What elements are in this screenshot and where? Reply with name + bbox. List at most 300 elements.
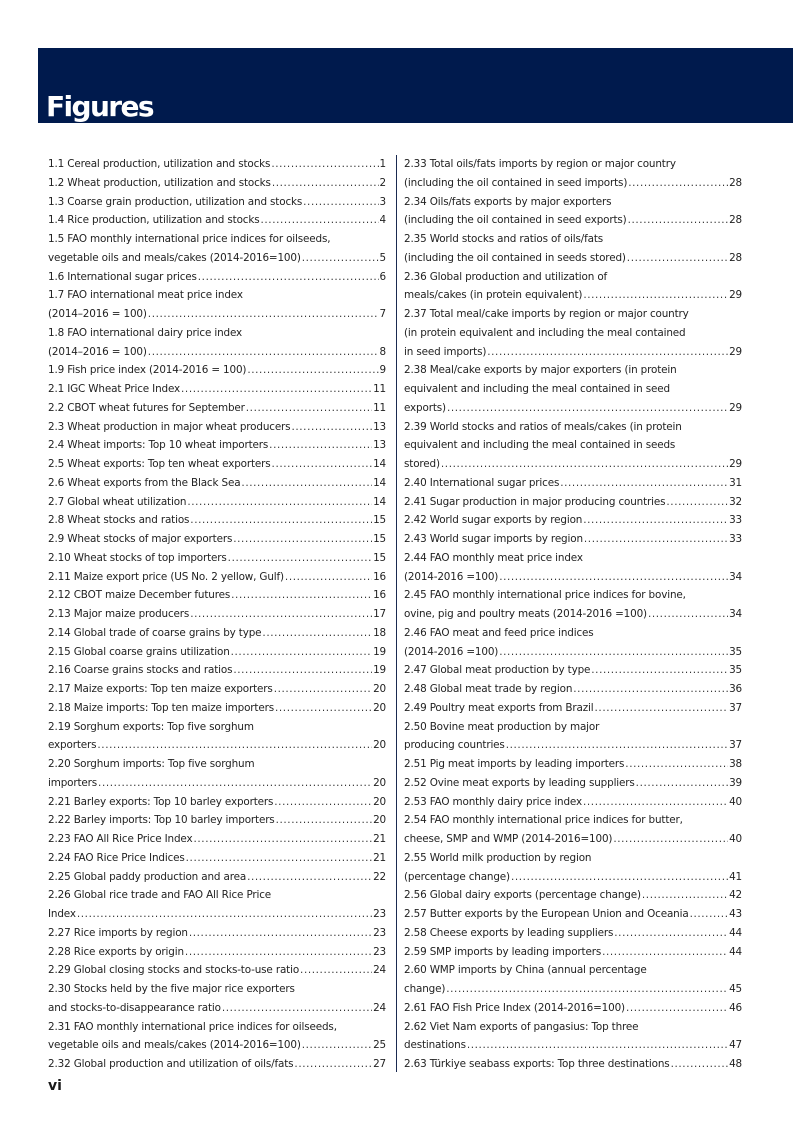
toc-entry-title: destinations — [404, 1039, 466, 1052]
toc-entry-line — [48, 680, 386, 699]
dot-leader — [303, 193, 378, 212]
toc-entry-line — [404, 943, 742, 962]
toc-entry[interactable] — [404, 493, 742, 512]
toc-entry[interactable] — [48, 624, 386, 643]
toc-entry-line — [48, 774, 386, 793]
toc-entry[interactable] — [48, 811, 386, 830]
toc-entry-title: 2.31 FAO monthly international price indices for oilseeds, — [48, 1020, 337, 1033]
toc-entry-line — [404, 868, 742, 887]
toc-entry-line — [48, 1055, 386, 1074]
dot-leader — [628, 211, 729, 230]
toc-entry-line — [404, 1055, 742, 1074]
toc-entry-title: importers — [48, 776, 98, 789]
dot-leader — [262, 624, 372, 643]
toc-entry-title: 2.54 FAO monthly international price indices for butter, — [404, 814, 683, 827]
toc-entry-page: 14 — [373, 495, 386, 508]
toc-entry[interactable] — [48, 1018, 386, 1056]
toc-entry-title: 2.15 Global coarse grains utilization — [48, 645, 230, 658]
toc-entry-title: 2.23 FAO All Rice Price Index — [48, 833, 193, 845]
toc-entry-line — [404, 624, 742, 643]
toc-entry[interactable] — [404, 474, 742, 493]
toc-entry-title: 1.1 Cereal production, utilization and stocks — [48, 158, 271, 170]
toc-entry-page: 38 — [729, 758, 742, 770]
dot-leader — [98, 774, 372, 793]
toc-entry-title: 2.49 Poultry meat exports from Brazil — [404, 701, 594, 714]
toc-entry-title: 2.57 Butter exports by the European Union and Oceania — [404, 908, 689, 920]
toc-entry-line — [404, 1036, 742, 1055]
toc-entry-title: 1.5 FAO monthly international price indices for oilseeds, — [48, 233, 331, 245]
toc-entry-title: 2.3 Wheat production in major wheat producers — [48, 420, 291, 433]
toc-entry-line — [48, 793, 386, 812]
toc-entry-title: 2.10 Wheat stocks of top importers — [48, 551, 227, 564]
toc-entry[interactable] — [404, 905, 742, 924]
toc-entry-line — [404, 736, 742, 755]
toc-entry-title: 2.27 Rice imports by region — [48, 926, 188, 939]
dot-leader — [628, 174, 728, 193]
toc-entry-title: 2.13 Major maize producers — [48, 608, 190, 620]
toc-entry[interactable] — [48, 605, 386, 624]
page-number: vi — [48, 1078, 62, 1094]
toc-entry-line — [404, 643, 742, 662]
toc-entry-page: 13 — [373, 439, 386, 452]
toc-entry-page: 20 — [373, 701, 386, 714]
toc-entry-title: 2.50 Bovine meat production by major — [404, 720, 600, 733]
toc-entry[interactable] — [48, 643, 386, 662]
dot-leader — [499, 643, 728, 662]
dot-leader — [636, 774, 728, 793]
toc-entry-line — [404, 249, 742, 268]
toc-entry-page: 33 — [729, 533, 742, 545]
toc-entry-title: 1.6 International sugar prices — [48, 270, 197, 283]
toc-entry[interactable] — [48, 174, 386, 193]
toc-entry-line — [48, 174, 386, 193]
toc-entry[interactable] — [48, 155, 386, 174]
toc-entry[interactable] — [48, 361, 386, 380]
toc-entry[interactable] — [48, 474, 386, 493]
toc-entry-title: 2.45 FAO monthly international price indices for bovine, — [404, 589, 686, 602]
toc-entry[interactable] — [404, 624, 742, 662]
toc-entry-line — [404, 230, 742, 249]
toc-entry[interactable] — [404, 549, 742, 587]
toc-entry-line — [48, 455, 386, 474]
toc-entry-line — [48, 155, 386, 174]
toc-entry-page: 34 — [729, 608, 742, 620]
toc-entry-line — [404, 886, 742, 905]
dot-leader — [181, 380, 372, 399]
toc-entry[interactable] — [404, 418, 742, 474]
toc-entry[interactable] — [48, 436, 386, 455]
toc-entry-title: 1.4 Rice production, utilization and stocks — [48, 214, 260, 227]
toc-entry-line — [48, 511, 386, 530]
toc-entry-page: 24 — [373, 1001, 386, 1014]
toc-entry-page: 6 — [379, 270, 386, 283]
toc-entry-page: 31 — [729, 476, 742, 489]
toc-entry[interactable] — [404, 924, 742, 943]
toc-entry-line — [404, 511, 742, 530]
toc-entry-title: 2.36 Global production and utilization of — [404, 270, 608, 283]
toc-entry-page: 29 — [729, 401, 742, 414]
header-band — [38, 48, 793, 123]
dot-leader — [269, 436, 372, 455]
toc-entry[interactable] — [48, 849, 386, 868]
toc-entry[interactable] — [404, 530, 742, 549]
toc-entry[interactable] — [48, 661, 386, 680]
dot-leader — [614, 924, 728, 943]
toc-entry-page: 20 — [373, 795, 386, 808]
toc-entry[interactable] — [48, 868, 386, 887]
toc-entry[interactable] — [48, 886, 386, 924]
toc-entry-line — [48, 193, 386, 212]
dot-leader — [97, 736, 372, 755]
toc-entry-page: 35 — [729, 664, 742, 677]
toc-entry-title: change) — [404, 983, 446, 995]
dot-leader — [446, 980, 728, 999]
toc-entry-title: 2.6 Wheat exports from the Black Sea — [48, 476, 241, 489]
toc-entry-line — [404, 718, 742, 737]
toc-entry-page: 48 — [729, 1058, 742, 1070]
toc-entry-line — [48, 811, 386, 830]
toc-entry[interactable] — [48, 511, 386, 530]
dot-leader — [447, 399, 728, 418]
dot-leader — [274, 680, 372, 699]
dot-leader — [583, 511, 728, 530]
dot-leader — [233, 661, 372, 680]
toc-entry-title: 2.26 Global rice trade and FAO All Rice Price — [48, 889, 272, 902]
toc-entry[interactable] — [404, 155, 742, 193]
toc-entry[interactable] — [404, 811, 742, 849]
toc-entry[interactable] — [404, 774, 742, 793]
toc-entry-line — [48, 736, 386, 755]
dot-leader — [302, 249, 379, 268]
toc-entry-line — [48, 361, 386, 380]
toc-entry-page: 37 — [729, 701, 742, 714]
toc-entry-line — [48, 849, 386, 868]
toc-entry-title: (2014-2016 =100) — [404, 645, 499, 658]
toc-entry[interactable] — [404, 680, 742, 699]
toc-entry-title: 2.58 Cheese exports by leading suppliers — [404, 926, 614, 939]
toc-entry-line — [404, 455, 742, 474]
toc-entry[interactable] — [48, 718, 386, 756]
toc-entry[interactable] — [404, 755, 742, 774]
toc-entry-line — [404, 999, 742, 1018]
dot-leader — [271, 155, 378, 174]
toc-entry[interactable] — [48, 830, 386, 849]
toc-entry-line — [404, 549, 742, 568]
toc-entry-line — [404, 830, 742, 849]
dot-leader — [671, 1055, 729, 1074]
toc-entry-title: 2.17 Maize exports: Top ten maize exporters — [48, 683, 273, 695]
toc-entry[interactable] — [404, 230, 742, 268]
toc-entry-line — [48, 905, 386, 924]
toc-entry-line — [404, 661, 742, 680]
toc-entry[interactable] — [48, 980, 386, 1018]
dot-leader — [231, 586, 372, 605]
toc-entry-line — [404, 774, 742, 793]
page-title: Figures — [46, 90, 153, 123]
toc-entry[interactable] — [48, 1055, 386, 1074]
toc-entry[interactable] — [404, 1055, 742, 1074]
toc-entry-page: 41 — [729, 870, 742, 883]
dot-leader — [583, 286, 728, 305]
toc-entry[interactable] — [404, 699, 742, 718]
toc-entry-title: 2.21 Barley exports: Top 10 barley exporters — [48, 795, 274, 808]
toc-entry-page: 20 — [373, 776, 386, 789]
toc-entry-page: 40 — [729, 833, 742, 845]
toc-entry-title: meals/cakes (in protein equivalent) — [404, 289, 583, 302]
toc-entry-title: 2.38 Meal/cake exports by major exporters (in protein — [404, 364, 677, 377]
toc-entry-line — [404, 155, 742, 174]
toc-entry-title: 2.2 CBOT wheat futures for September — [48, 401, 245, 414]
toc-entry[interactable] — [48, 568, 386, 587]
toc-entry[interactable] — [48, 793, 386, 812]
toc-entry-page: 19 — [373, 645, 386, 658]
toc-entry-page: 13 — [373, 420, 386, 433]
dot-leader — [294, 1055, 372, 1074]
dot-leader — [148, 343, 379, 362]
toc-entry[interactable] — [404, 361, 742, 417]
toc-entry-page: 20 — [373, 814, 386, 827]
toc-entry[interactable] — [48, 493, 386, 512]
toc-entry-title: (2014-2016 =100) — [404, 570, 499, 583]
toc-entry-page: 23 — [373, 945, 386, 958]
toc-entry-title: in seed imports) — [404, 345, 487, 358]
toc-entry-page: 32 — [729, 495, 742, 508]
toc-entry-page: 23 — [373, 926, 386, 939]
dot-leader — [666, 493, 728, 512]
toc-entry[interactable] — [404, 961, 742, 999]
toc-entry[interactable] — [48, 286, 386, 324]
toc-entry[interactable] — [48, 324, 386, 362]
toc-entry[interactable] — [404, 305, 742, 361]
dot-leader — [560, 474, 728, 493]
dot-leader — [690, 905, 729, 924]
toc-entry-page: 5 — [379, 251, 386, 264]
dot-leader — [187, 493, 372, 512]
toc-entry-line — [48, 980, 386, 999]
toc-entry-page: 20 — [373, 683, 386, 695]
toc-entry-title: 2.4 Wheat imports: Top 10 wheat importers — [48, 439, 269, 452]
toc-entry[interactable] — [404, 268, 742, 306]
toc-entry-page: 11 — [373, 401, 386, 414]
toc-entry-page: 8 — [379, 345, 386, 358]
toc-entry[interactable] — [48, 943, 386, 962]
toc-entry-page: 28 — [729, 214, 742, 227]
toc-entry[interactable] — [48, 586, 386, 605]
toc-entry-line — [48, 549, 386, 568]
toc-entry-page: 16 — [373, 570, 386, 583]
toc-entry-title: 2.40 International sugar prices — [404, 476, 560, 489]
toc-entry-title: 2.8 Wheat stocks and ratios — [48, 514, 190, 527]
toc-entry-line — [48, 943, 386, 962]
toc-entry-title: 2.9 Wheat stocks of major exporters — [48, 533, 233, 545]
toc-entry-line — [48, 493, 386, 512]
toc-entry[interactable] — [48, 699, 386, 718]
toc-entry-title: stored) — [404, 458, 440, 470]
dot-leader — [272, 455, 373, 474]
dot-leader — [148, 305, 379, 324]
toc-entry[interactable] — [404, 511, 742, 530]
toc-entry-title: 2.39 World stocks and ratios of meals/cakes (in protein — [404, 420, 682, 433]
toc-entry[interactable] — [48, 549, 386, 568]
toc-entry[interactable] — [48, 924, 386, 943]
toc-entry-page: 29 — [729, 458, 742, 470]
dot-leader — [186, 849, 372, 868]
toc-entry-line — [48, 268, 386, 287]
toc-entry[interactable] — [404, 718, 742, 756]
toc-entry[interactable] — [48, 455, 386, 474]
toc-entry-page: 45 — [729, 983, 742, 995]
toc-entry[interactable] — [404, 661, 742, 680]
toc-entry-title: 2.41 Sugar production in major producing countries — [404, 495, 666, 508]
dot-leader — [231, 643, 372, 662]
toc-entry-page: 33 — [729, 514, 742, 527]
toc-entry-title: 2.56 Global dairy exports (percentage change) — [404, 889, 641, 902]
toc-entry-page: 22 — [373, 870, 386, 883]
toc-entry-line — [404, 961, 742, 980]
toc-entry-line — [48, 661, 386, 680]
dot-leader — [272, 174, 379, 193]
toc-entry-title: 1.3 Coarse grain production, utilization and stocks — [48, 195, 303, 208]
column-divider — [396, 155, 397, 1072]
toc-entry[interactable] — [48, 961, 386, 980]
toc-entry-line — [48, 624, 386, 643]
toc-entry-page: 4 — [379, 214, 386, 227]
dot-leader — [228, 549, 372, 568]
toc-entry-title: 2.43 World sugar imports by region — [404, 533, 583, 545]
dot-leader — [626, 999, 728, 1018]
toc-entry-page: 36 — [729, 683, 742, 695]
toc-entry-page: 15 — [373, 533, 386, 545]
toc-entry-title: 2.61 FAO Fish Price Index (2014-2016=100) — [404, 1001, 625, 1014]
toc-entry-page: 47 — [729, 1039, 742, 1052]
dot-leader — [189, 924, 372, 943]
toc-entry-page: 34 — [729, 570, 742, 583]
toc-entry-line — [404, 174, 742, 193]
toc-entry[interactable] — [404, 793, 742, 812]
toc-entry[interactable] — [404, 849, 742, 887]
toc-entry-title: 2.34 Oils/fats exports by major exporters — [404, 195, 612, 208]
toc-entry-title: 2.42 World sugar exports by region — [404, 514, 583, 527]
toc-entry-line — [404, 268, 742, 287]
toc-entry-page: 21 — [373, 851, 386, 864]
toc-entry-line — [48, 1036, 386, 1055]
toc-entry-page: 29 — [729, 345, 742, 358]
toc-entry-line — [48, 643, 386, 662]
toc-entry-title: 2.60 WMP imports by China (annual percentage — [404, 964, 647, 977]
toc-entry-page: 14 — [373, 458, 386, 470]
toc-entry-page: 1 — [379, 158, 386, 170]
dot-leader — [613, 830, 728, 849]
toc-entry[interactable] — [48, 193, 386, 212]
toc-column-right — [404, 155, 742, 1074]
toc-entry-title: 2.46 FAO meat and feed price indices — [404, 626, 594, 639]
toc-entry-title: 2.52 Ovine meat exports by leading suppliers — [404, 776, 635, 789]
dot-leader — [274, 793, 372, 812]
toc-entry-line — [48, 924, 386, 943]
toc-entry-line — [48, 324, 386, 343]
toc-entry-title: 2.53 FAO monthly dairy price index — [404, 795, 582, 808]
toc-entry-line — [48, 286, 386, 305]
toc-entry-title: 1.2 Wheat production, utilization and stocks — [48, 176, 271, 189]
toc-entry[interactable] — [404, 1018, 742, 1056]
toc-entry-line — [404, 793, 742, 812]
toc-entry-page: 21 — [373, 833, 386, 845]
toc-entry-line — [404, 905, 742, 924]
toc-entry-page: 35 — [729, 645, 742, 658]
toc-entry-title: 2.51 Pig meat imports by leading importers — [404, 758, 625, 770]
toc-entry[interactable] — [48, 755, 386, 793]
toc-entry-line — [404, 699, 742, 718]
toc-entry[interactable] — [48, 380, 386, 399]
toc-entry[interactable] — [404, 586, 742, 624]
toc-entry-page: 43 — [729, 908, 742, 920]
toc-entry-title: 1.7 FAO international meat price index — [48, 289, 243, 302]
toc-entry[interactable] — [404, 943, 742, 962]
toc-entry[interactable] — [48, 268, 386, 287]
toc-entry-page: 28 — [729, 251, 742, 264]
toc-entry[interactable] — [48, 530, 386, 549]
toc-entry-line — [404, 980, 742, 999]
toc-entry-line — [404, 211, 742, 230]
toc-entry-page: 19 — [373, 664, 386, 677]
toc-entry-line — [404, 418, 742, 437]
dot-leader — [285, 568, 372, 587]
toc-entry-page: 42 — [729, 889, 742, 902]
toc-entry[interactable] — [404, 886, 742, 905]
toc-entry-title: 2.16 Coarse grains stocks and ratios — [48, 664, 233, 677]
toc-entry-line — [48, 568, 386, 587]
toc-entry-title: 2.12 CBOT maize December futures — [48, 589, 231, 602]
toc-entry-title: 2.55 World milk production by region — [404, 851, 592, 864]
toc-entry-title: (in protein equivalent and including the meal contained — [404, 326, 686, 339]
dot-leader — [511, 868, 728, 887]
toc-entry[interactable] — [48, 680, 386, 699]
toc-entry-line — [404, 605, 742, 624]
dot-leader — [583, 793, 728, 812]
toc-entry[interactable] — [48, 230, 386, 268]
toc-entry-line — [404, 286, 742, 305]
toc-entry[interactable] — [48, 211, 386, 230]
toc-entry-page: 7 — [379, 308, 386, 320]
toc-entry[interactable] — [48, 418, 386, 437]
dot-leader — [302, 1036, 372, 1055]
toc-entry-line — [48, 830, 386, 849]
toc-entry-line — [404, 924, 742, 943]
dot-leader — [584, 530, 728, 549]
dot-leader — [506, 736, 728, 755]
toc-entry[interactable] — [48, 399, 386, 418]
dot-leader — [77, 905, 372, 924]
toc-entry[interactable] — [404, 193, 742, 231]
dot-leader — [642, 886, 728, 905]
toc-entry-page: 28 — [729, 176, 742, 189]
toc-entry-page: 39 — [729, 776, 742, 789]
toc-entry-line — [48, 343, 386, 362]
toc-entry-page: 16 — [373, 589, 386, 602]
toc-entry-page: 44 — [729, 945, 742, 958]
toc-entry-title: 2.63 Türkiye seabass exports: Top three destinations — [404, 1058, 670, 1070]
dot-leader — [247, 868, 372, 887]
toc-entry-line — [48, 868, 386, 887]
toc-entry-page: 3 — [379, 195, 386, 208]
toc-entry-page: 17 — [373, 608, 386, 620]
toc-entry-page: 46 — [729, 1001, 742, 1014]
toc-entry-line — [404, 586, 742, 605]
toc-entry-title: 2.47 Global meat production by type — [404, 664, 591, 677]
toc-entry-line — [404, 1018, 742, 1037]
toc-entry[interactable] — [404, 999, 742, 1018]
toc-entry-title: Index — [48, 908, 76, 920]
